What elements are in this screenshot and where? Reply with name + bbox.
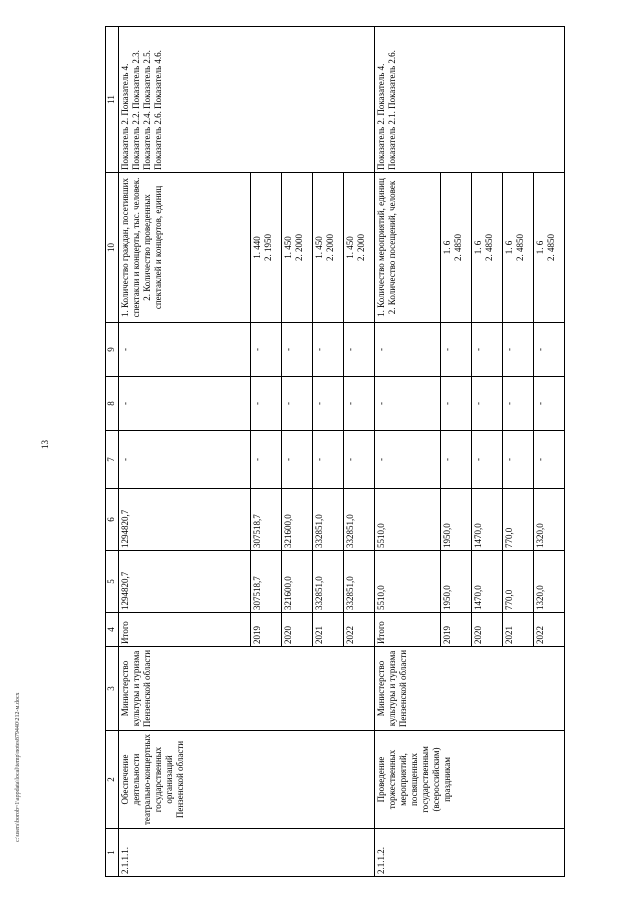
indicator-value [313,173,344,323]
cell-value: - [119,377,251,431]
indicator-value-2: 2. 4850 [484,234,494,261]
cell-value: - [375,323,441,377]
period-label: Итого [375,613,441,647]
executor: Министерство культуры и туризма Пензенской области [119,647,375,731]
cell-value: - [441,323,472,377]
year: 2021 [503,613,534,647]
cell-value: - [503,323,534,377]
cell-value: - [534,377,565,431]
column-number: 1 [106,829,119,877]
cell-value: 770,0 [503,551,534,613]
indicator-value-2: 2. 4850 [546,234,556,261]
cell-value: - [472,431,503,489]
year: 2021 [313,613,344,647]
cell-value: - [344,377,375,431]
column-number: 3 [106,647,119,731]
indicator-value-1: 1. 6 [504,240,514,255]
cell-value: - [119,431,251,489]
column-number: 11 [106,27,119,173]
cell-value: - [503,431,534,489]
indicator-value-1: 1. 450 [283,236,293,259]
cell-value: - [375,377,441,431]
indicator-value-2: 2. 2000 [294,234,304,261]
cell-value: 332851,0 [344,551,375,613]
activity-name: Обеспечение деятельности театрально-концертных государственных организаций Пензенской области [119,731,375,829]
cell-value: 5510,0 [375,489,441,551]
indicator-value-1: 1. 450 [314,236,324,259]
column-number: 4 [106,613,119,647]
cell-value: 321600,0 [282,551,313,613]
cell-value: - [441,431,472,489]
indicator-value-1: 1. 6 [473,240,483,255]
cell-value: 321600,0 [282,489,313,551]
program-table [105,27,575,877]
indicator-value-1: 1. 6 [442,240,452,255]
year: 2022 [344,613,375,647]
indicator-value [441,173,472,323]
indicator-value-2: 2. 2000 [325,234,335,261]
cell-value: - [375,431,441,489]
column-number: 7 [106,431,119,489]
column-number: 9 [106,323,119,377]
cell-value: 332851,0 [344,489,375,551]
cell-value: 307518,7 [251,489,282,551]
period-label: Итого [119,613,251,647]
cell-value: - [313,431,344,489]
activity-name: Проведение торжественных мероприятий, посвященных государственным (всероссийским) праздникам [375,731,565,829]
cell-value: 5510,0 [375,551,441,613]
indicator-value [282,173,313,323]
cell-value: 770,0 [503,489,534,551]
indicator-references: Показатель 2. Показатель 4. Показатель 2.2. Показатель 2.3. Показатель 2.4. Показатель 2.5. Показатель 2.6. Показатель 4.6. [119,27,375,173]
cell-value: 1950,0 [441,551,472,613]
cell-value: - [251,377,282,431]
cell-value: - [282,377,313,431]
indicator-description: 1. Количество мероприятий, единиц 2. Количество посещений, человек [375,173,441,323]
indicator-value-1: 1. 450 [345,236,355,259]
cell-value: - [472,323,503,377]
cell-value: 332851,0 [313,489,344,551]
cell-value: - [344,323,375,377]
table-row [375,27,441,877]
cell-value: - [344,431,375,489]
year: 2019 [441,613,472,647]
indicator-value [503,173,534,323]
table-row [119,27,251,877]
column-number: 5 [106,551,119,613]
page-number: 13 [40,440,50,449]
cell-value: 307518,7 [251,551,282,613]
cell-value: - [441,377,472,431]
cell-value: - [313,323,344,377]
cell-value: - [534,431,565,489]
cell-value: - [503,377,534,431]
footer-file-path: c:\users\borob~1\appdata\local\temp\notes879440\212-м.docx [15,692,21,842]
year: 2020 [282,613,313,647]
cell-value: - [282,431,313,489]
indicator-value-2: 2. 1950 [263,234,273,261]
cell-value: 332851,0 [313,551,344,613]
column-number: 2 [106,731,119,829]
executor: Министерство культуры и туризма Пензенской области [375,647,565,731]
cell-value: - [534,323,565,377]
cell-value: - [119,323,251,377]
indicator-value-2: 2. 2000 [356,234,366,261]
column-number-row [106,27,119,877]
indicator-value-2: 2. 4850 [453,234,463,261]
activity-code: 2.1.1.1. [119,829,375,877]
cell-value: 1950,0 [441,489,472,551]
year: 2022 [534,613,565,647]
cell-value: - [282,323,313,377]
column-number: 10 [106,173,119,323]
indicator-value-2: 2. 4850 [515,234,525,261]
year: 2019 [251,613,282,647]
indicator-value-1: 1. 440 [252,236,262,259]
year: 2020 [472,613,503,647]
indicator-value-1: 1. 6 [535,240,545,255]
activity-code: 2.1.1.2. [375,829,565,877]
indicator-value [472,173,503,323]
cell-value: - [313,377,344,431]
column-number: 6 [106,489,119,551]
cell-value: 1320,0 [534,551,565,613]
cell-value: - [251,323,282,377]
cell-value: 1470,0 [472,489,503,551]
cell-value: - [472,377,503,431]
column-number: 8 [106,377,119,431]
indicator-description: 1. Количество граждан, посетивших спектакли и концерты, тыс. человек. 2. Количество проведенных спектаклей и концертов, единиц [119,173,251,323]
indicator-value [251,173,282,323]
cell-value: 1294820,7 [119,551,251,613]
cell-value: 1320,0 [534,489,565,551]
cell-value: - [251,431,282,489]
indicator-references: Показатель 2. Показатель 4. Показатель 2.1. Показатель 2.6. [375,27,565,173]
indicator-value [344,173,375,323]
cell-value: 1470,0 [472,551,503,613]
cell-value: 1294820,7 [119,489,251,551]
indicator-value [534,173,565,323]
